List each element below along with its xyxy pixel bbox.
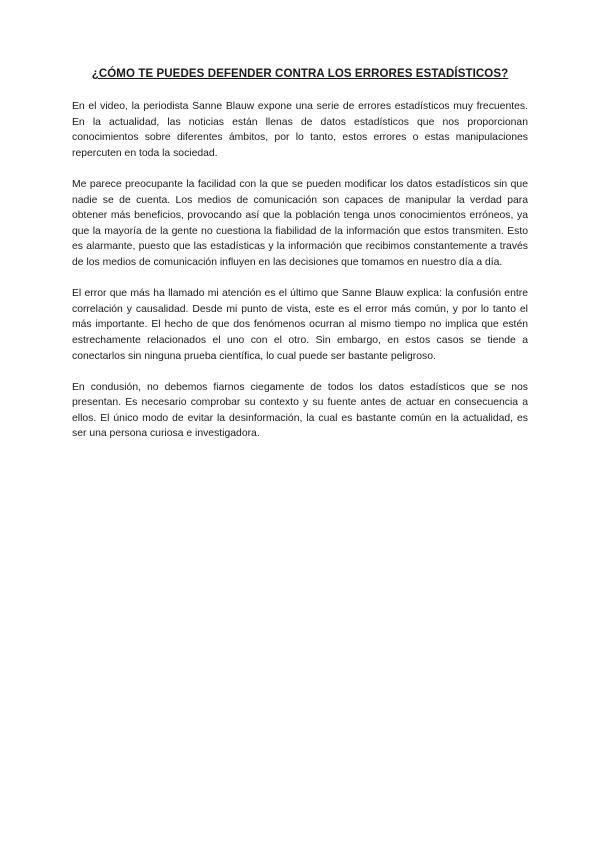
paragraph-introduction: En el video, la periodista Sanne Blauw expone una serie de errores estadísticos muy frecuentes. En la actualidad, las noticias están llenas de datos estadísticos que nos proporcionan conocimientos sobre diferentes ámbitos, por lo tanto, estos errores o estas manipulaciones repercuten en toda la sociedad. [72, 101, 528, 159]
document-title: ¿CÓMO TE PUEDES DEFENDER CONTRA LOS ERRORES ESTADÍSTICOS? [91, 68, 509, 80]
paragraph-opinion: Me parece preocupante la facilidad con la que se pueden modificar los datos estadísticos sin que nadie se de cuenta. Los medios de comunicación son capaces de manipular la verdad para obtener más beneficios, provocando así que la población tenga unos conocimientos erróneos, ya que la mayoría de la gente no cuestiona la fiabilidad de la información que estos transmiten. Esto es alarmante, puesto que las estadísticas y la información que recibimos constantemente a través de los medios de comunicación influyen en las decisiones que tomamos en nuestro día a día. [72, 178, 528, 268]
document-body [72, 68, 528, 458]
paragraph-conclusion: En condusión, no debemos fiarnos ciegamente de todos los datos estadísticos que se nos presentan. Es necesario comprobar su contexto y su fuente antes de actuar en consecuencia a ellos. El único modo de evitar la desinformación, la cual es bastante común en la actualidad, es ser una persona curiosa e investigadora. [72, 381, 528, 440]
paragraph-correlation: El error que más ha llamado mi atención es el último que Sanne Blauw explica: la confusión entre correlación y causalidad. Desde mi punto de vista, este es el error más común, y por lo tanto el más importante. El hecho de que dos fenómenos ocurran al mismo tiempo no implica que estén estrechamente relacionados el uno con el otro. Sin embargo, en estos casos se tiende a conectarlos sin ninguna prueba científica, lo cual puede ser bastante peligroso. [72, 288, 528, 362]
